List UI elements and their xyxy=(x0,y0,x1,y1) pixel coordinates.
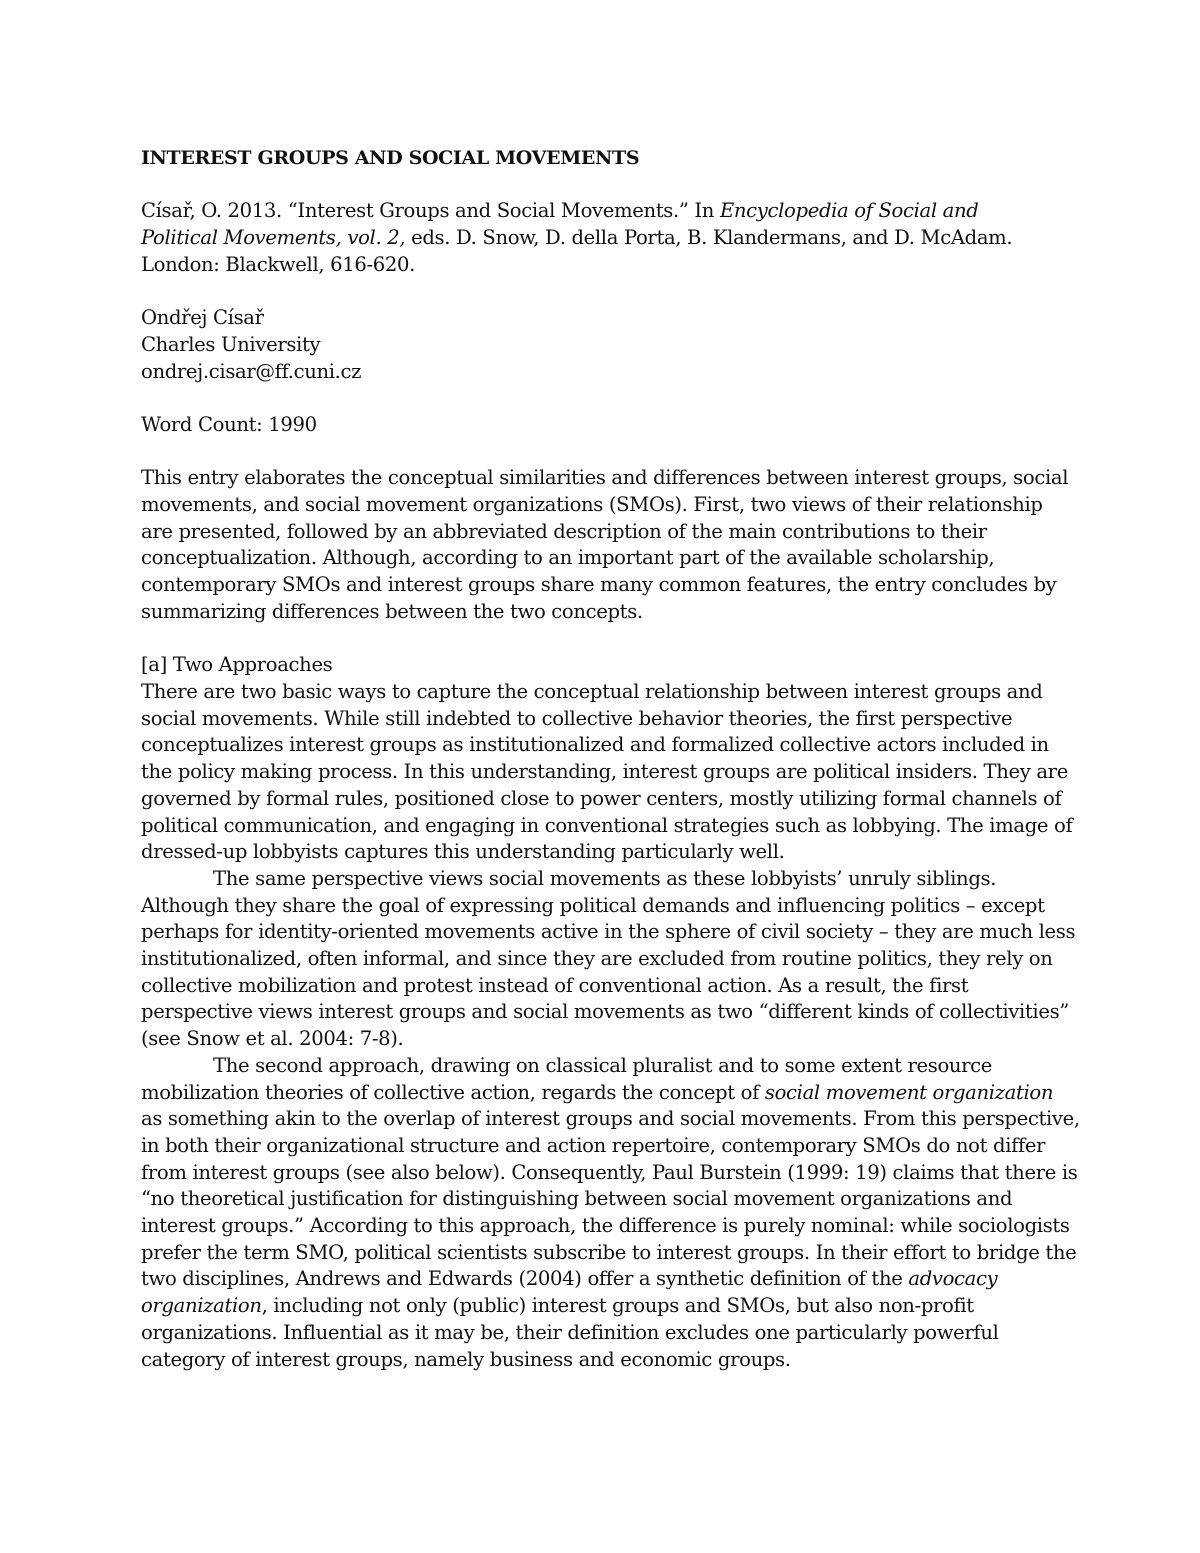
paragraph-line: There are two basic ways to capture the conceptual relationship between interest groups and xyxy=(141,679,1043,703)
citation-book-title: Encyclopedia of Social and xyxy=(719,199,979,223)
citation-line-3: London: Blackwell, 616-620. xyxy=(141,252,415,276)
author-info xyxy=(141,305,1071,385)
abstract-line: conceptualization. Although, according to an important part of the available scholarship, xyxy=(141,546,995,570)
document-body xyxy=(141,145,1080,1373)
paragraph-line: dressed-up lobbyists captures this understanding particularly well. xyxy=(141,840,785,864)
paragraph-line: governed by formal rules, positioned close to power centers, mostly utilizing formal channels of xyxy=(141,786,1062,810)
citation-line-1 xyxy=(141,198,1071,225)
spacer xyxy=(141,385,1071,412)
paragraph-line: interest groups.” According to this approach, the difference is purely nominal: while sociologists xyxy=(141,1214,1070,1238)
paragraph-line: prefer the term SMO, political scientists subscribe to interest groups. In their effort to bridge the xyxy=(141,1240,1077,1264)
paragraph-1 xyxy=(141,679,1071,866)
paragraph-line xyxy=(141,1080,1071,1107)
abstract-line: summarizing differences between the two concepts. xyxy=(141,599,643,623)
emphasis-term: advocacy xyxy=(908,1267,998,1291)
paragraph-line: perspective views interest groups and social movements as two “different kinds of collectivities” xyxy=(141,1000,1069,1024)
spacer xyxy=(141,439,1071,466)
author-email: ondrej.cisar@ff.cuni.cz xyxy=(141,359,362,383)
paragraph-line: conceptualizes interest groups as institutionalized and formalized collective actors included in xyxy=(141,733,1049,757)
citation-book-title-cont: Political Movements, vol. 2, xyxy=(141,226,406,250)
spacer xyxy=(141,626,1071,653)
citation-text: eds. D. Snow, D. della Porta, B. Klandermans, and D. McAdam. xyxy=(405,226,1013,250)
abstract-line: contemporary SMOs and interest groups share many common features, the entry concludes by xyxy=(141,573,1057,597)
citation-text: Císař, O. 2013. “Interest Groups and Social Movements.” In xyxy=(141,199,720,223)
abstract-line: movements, and social movement organizations (SMOs). First, two views of their relationship xyxy=(141,493,1043,517)
spacer xyxy=(141,172,1071,199)
spacer xyxy=(141,279,1071,306)
abstract-line: This entry elaborates the conceptual similarities and differences between interest groups, social xyxy=(141,466,1069,490)
citation xyxy=(141,198,1071,278)
paragraph-text: mobilization theories of collective action, regards the concept of xyxy=(141,1080,765,1104)
author-name: Ondřej Císař xyxy=(141,306,264,330)
paragraph-line: political communication, and engaging in conventional strategies such as lobbying. The image of xyxy=(141,813,1073,837)
word-count: Word Count: 1990 xyxy=(141,412,317,436)
paragraph-text: two disciplines, Andrews and Edwards (2004) offer a synthetic definition of the xyxy=(141,1267,909,1291)
paragraph-line: (see Snow et al. 2004: 7-8). xyxy=(141,1027,404,1051)
citation-line-2 xyxy=(141,225,1071,252)
paragraph-line xyxy=(141,1293,1071,1320)
paragraph-line: category of interest groups, namely business and economic groups. xyxy=(141,1347,791,1371)
paragraph-line xyxy=(141,1266,1071,1293)
paragraph-line: in both their organizational structure and action repertoire, contemporary SMOs do not differ xyxy=(141,1133,1046,1157)
paragraph-line: the policy making process. In this understanding, interest groups are political insiders. They are xyxy=(141,760,1068,784)
paragraph-line: The same perspective views social movements as these lobbyists’ unruly siblings. xyxy=(213,866,997,890)
paragraph-line: as something akin to the overlap of interest groups and social movements. From this perspective, xyxy=(141,1107,1080,1131)
emphasis-term: social movement organization xyxy=(764,1080,1054,1104)
abstract xyxy=(141,465,1071,625)
paragraph-3 xyxy=(141,1053,1080,1373)
paragraph-line: organizations. Influential as it may be, their definition excludes one particularly powerful xyxy=(141,1320,999,1344)
paragraph-text: , including not only (public) interest groups and SMOs, but also non-profit xyxy=(261,1294,974,1318)
section-heading: [a] Two Approaches xyxy=(141,653,333,677)
paragraph-line: “no theoretical justification for distinguishing between social movement organizations and xyxy=(141,1187,1013,1211)
abstract-line: are presented, followed by an abbreviated description of the main contributions to their xyxy=(141,519,987,543)
paragraph-line: collective mobilization and protest instead of conventional action. As a result, the first xyxy=(141,973,969,997)
emphasis-term: organization xyxy=(141,1294,262,1318)
author-affiliation: Charles University xyxy=(141,332,321,356)
paragraph-line: from interest groups (see also below). Consequently, Paul Burstein (1999: 19) claims that there is xyxy=(141,1160,1078,1184)
paragraph-line: social movements. While still indebted to collective behavior theories, the first perspective xyxy=(141,706,1013,730)
document-title: INTEREST GROUPS AND SOCIAL MOVEMENTS xyxy=(141,147,640,169)
paragraph-line: The second approach, drawing on classical pluralist and to some extent resource xyxy=(213,1053,993,1077)
paragraph-2 xyxy=(141,866,1076,1053)
paragraph-line: Although they share the goal of expressing political demands and influencing politics – except xyxy=(141,893,1045,917)
paragraph-line: perhaps for identity-oriented movements active in the sphere of civil society – they are much less xyxy=(141,920,1076,944)
paragraph-line: institutionalized, often informal, and since they are excluded from routine politics, they rely on xyxy=(141,947,1053,971)
